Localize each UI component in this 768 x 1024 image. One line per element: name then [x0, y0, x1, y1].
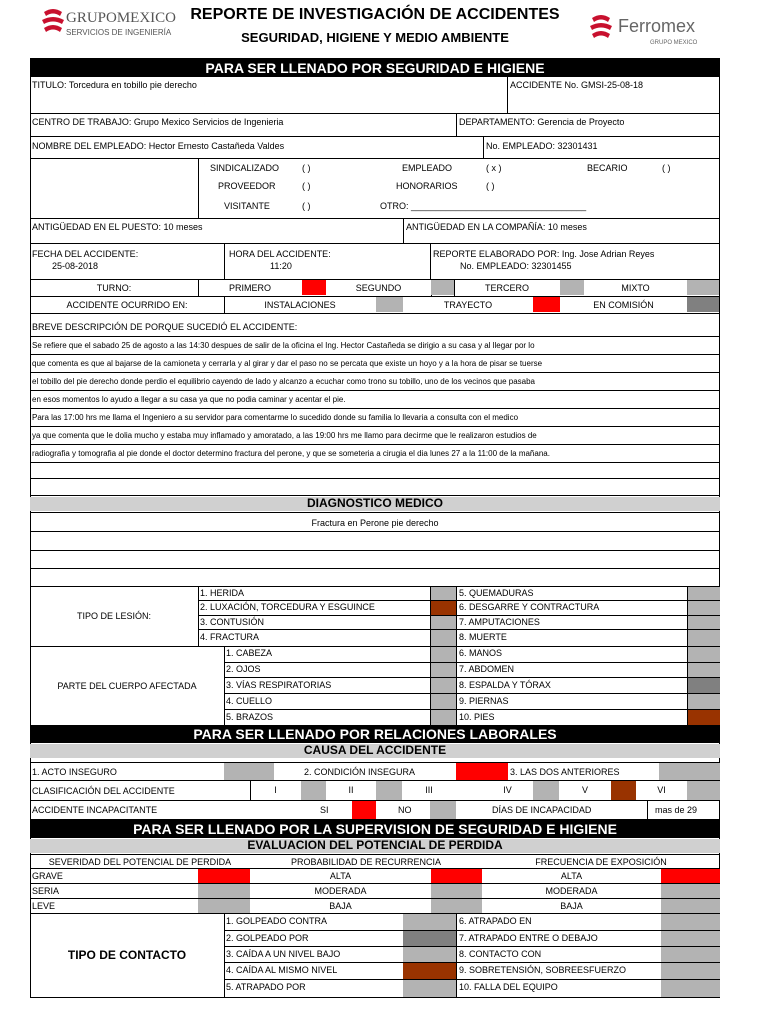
ferromex-emblem-icon [588, 14, 614, 44]
probabilidad-option: BAJA [329, 901, 352, 911]
probabilidad-alta-mark[interactable] [431, 869, 482, 883]
incapacitante-no-mark[interactable] [430, 801, 456, 819]
clase-option: VI [657, 785, 666, 795]
lesion-option: 2. LUXACIÓN, TORCEDURA Y ESGUINCE [200, 602, 375, 612]
proveedor-check[interactable]: ( ) [302, 181, 311, 191]
hora-label: HORA DEL ACCIDENTE: [229, 249, 331, 259]
cuerpo-option: 8. ESPALDA Y TÓRAX [459, 680, 551, 690]
otro-field[interactable]: OTRO: ___________________________________ [380, 201, 587, 211]
logo-right-main: Ferromex [618, 16, 696, 36]
dias-incapacidad-label: DÍAS DE INCAPACIDAD [492, 805, 592, 815]
cuerpo-option: 10. PIES [459, 712, 495, 722]
descripcion-line: Se refiere que el sabado 25 de agosto a las 14:30 despues de salir de la oficina el Ing. Hector Castañeda se dirigio a su casa y al llegar por lo [32, 341, 535, 350]
ocurrido-comision-mark[interactable] [687, 297, 719, 312]
departamento-field: DEPARTAMENTO: Gerencia de Proyecto [459, 117, 625, 127]
becario-check[interactable]: ( ) [662, 163, 671, 173]
probabilidad-header: PROBABILIDAD DE RECURRENCIA [290, 857, 442, 867]
contacto-option: 10. FALLA DEL EQUIPO [459, 982, 558, 992]
reporte-no-empleado: No. EMPLEADO: 32301455 [460, 261, 572, 271]
frecuencia-option: ALTA [560, 871, 583, 881]
fecha-label: FECHA DEL ACCIDENTE: [32, 249, 139, 259]
logo-left-main: GRUPOMEXICO [66, 10, 177, 26]
lesion-option: 8. MUERTE [459, 632, 507, 642]
frecuencia-option: MODERADA [545, 886, 598, 896]
tipo-lesion-label: TIPO DE LESIÓN: [76, 611, 152, 621]
cuerpo-option: 7. ABDOMEN [459, 664, 515, 674]
lesion-option: 7. AMPUTACIONES [459, 617, 540, 627]
lesion-option: 5. QUEMADURAS [459, 588, 534, 598]
severidad-option: SERIA [32, 886, 60, 896]
grupo-mexico-emblem-icon [40, 8, 66, 38]
turno-primero-label: PRIMERO [228, 283, 271, 293]
breve-descripcion-label: BREVE DESCRIPCIÓN DE PORQUE SUCEDIÓ EL ACCIDENTE: [32, 322, 298, 332]
nombre-empleado-field: NOMBRE DEL EMPLEADO: Hector Ernesto Castañeda Valdes [32, 141, 285, 151]
cuerpo-option: 6. MANOS [459, 648, 503, 658]
contacto-option: 5. ATRAPADO POR [226, 982, 306, 992]
frecuencia-option: BAJA [560, 901, 583, 911]
severidad-grave-mark[interactable] [198, 869, 250, 883]
page-title: REPORTE DE INVESTIGACIÓN DE ACCIDENTES [190, 6, 560, 23]
frecuencia-alta-mark[interactable] [661, 869, 720, 883]
contacto-option: 6. ATRAPADO EN [459, 916, 532, 926]
clase-v-mark[interactable] [611, 781, 636, 800]
parte-cuerpo-label: PARTE DEL CUERPO AFECTADA [57, 681, 197, 691]
incapacitante-label: ACCIDENTE INCAPACITANTE [32, 805, 158, 815]
cuerpo-option: 3. VÍAS RESPIRATORIAS [226, 680, 332, 690]
turno-tercero-mark[interactable] [560, 280, 584, 295]
contacto-option: 2. GOLPEADO POR [226, 933, 309, 943]
cuerpo-option: 5. BRAZOS [226, 712, 274, 722]
acto-inseguro-mark[interactable] [224, 763, 274, 780]
tipo-contacto-label: TIPO DE CONTACTO [67, 948, 187, 962]
section-seguridad-bar: PARA SER LLENADO POR SEGURIDAD E HIGIENE [30, 59, 720, 77]
proveedor-label: PROVEEDOR [218, 181, 276, 191]
empleado-check[interactable]: ( x ) [486, 163, 502, 173]
section-relaciones-bar: PARA SER LLENADO POR RELACIONES LABORALES [30, 725, 720, 743]
fecha-value: 25-08-2018 [52, 261, 99, 271]
severidad-header: SEVERIDAD DEL POTENCIAL DE PERDIDA [48, 857, 232, 867]
lesion-option: 3. CONTUSIÓN [200, 617, 265, 627]
contacto-option: 9. SOBRETENSIÓN, SOBREESFUERZO [459, 965, 627, 975]
severidad-option: LEVE [32, 901, 56, 911]
turno-mixto-mark[interactable] [687, 280, 719, 295]
condicion-insegura-label: 2. CONDICIÓN INSEGURA [304, 767, 416, 777]
sindicalizado-check[interactable]: ( ) [302, 163, 311, 173]
turno-segundo-mark[interactable] [431, 280, 454, 295]
condicion-insegura-mark[interactable] [456, 763, 508, 780]
centro-trabajo-field: CENTRO DE TRABAJO: Grupo Mexico Servicios de Ingenieria [32, 117, 284, 127]
clase-option: I [274, 785, 277, 795]
turno-segundo-label: SEGUNDO [355, 283, 402, 293]
reporte-elaborado-field: REPORTE ELABORADO POR: Ing. Jose Adrian Reyes [433, 249, 655, 259]
sindicalizado-label: SINDICALIZADO [210, 163, 280, 173]
turno-primero-mark[interactable] [302, 280, 326, 295]
contacto-caida-mismo-nivel-mark[interactable] [403, 963, 456, 979]
clase-option: III [425, 785, 433, 795]
frecuencia-header: FRECUENCIA DE EXPOSICIÓN [535, 857, 667, 867]
incapacitante-no-label: NO [398, 805, 412, 815]
ferromex-logo [588, 14, 728, 50]
descripcion-line: Para las 17:00 hrs me llama el Ingeniero a su servidor para comentarme lo sucedido donde su familia lo llevaria a consulta con el medico [32, 413, 519, 422]
lesion-option: 6. DESGARRE Y CONTRACTURA [459, 602, 600, 612]
turno-label: TURNO: [96, 283, 132, 293]
turno-tercero-label: TERCERO [484, 283, 529, 293]
no-empleado-field: No. EMPLEADO: 32301431 [486, 141, 598, 151]
probabilidad-option: ALTA [329, 871, 352, 881]
trayecto-label: TRAYECTO [443, 300, 493, 310]
lesion-option: 4. FRACTURA [200, 632, 260, 642]
causa-bar: CAUSA DEL ACCIDENTE [30, 744, 720, 758]
empleado-label: EMPLEADO [402, 163, 453, 173]
lesion-torcedura-mark[interactable] [431, 601, 456, 615]
logo-left-sub: SERVICIOS DE INGENIERÍA [66, 28, 172, 37]
hora-value: 11:20 [270, 261, 292, 271]
descripcion-line: en esos momentos lo ayudo a llegar a su casa ya que no podia caminar y acentar el pie. [32, 395, 346, 404]
page-subtitle: SEGURIDAD, HIGIENE Y MEDIO AMBIENTE [241, 30, 509, 45]
clase-option: V [581, 785, 588, 795]
incapacitante-si-label: SI [320, 805, 329, 815]
ocurrido-label: ACCIDENTE OCURRIDO EN: [66, 300, 188, 310]
lesion-option: 1. HERIDA [200, 588, 245, 598]
ocurrido-instalaciones-mark[interactable] [376, 297, 403, 312]
cuerpo-pies-mark[interactable] [688, 710, 720, 725]
contacto-option: 8. CONTACTO CON [459, 949, 542, 959]
titulo-field: TITULO: Torcedura en tobillo pie derecho [32, 80, 197, 90]
cuerpo-option: 4. CUELLO [226, 696, 273, 706]
clasificacion-label: CLASIFICACIÓN DEL ACCIDENTE [32, 786, 175, 796]
descripcion-line: radiografia y tomografia al pie donde el doctor determino fractura del perone, y que se someteria a cirugia el dia lunes 27 a la 11:00 de la mañana. [32, 449, 550, 458]
instalaciones-label: INSTALACIONES [264, 300, 336, 310]
contacto-option: 7. ATRAPADO ENTRE O DEBAJO [459, 933, 598, 943]
logo-right-sub: GRUPO MEXICO [650, 40, 698, 46]
diagnostico-bar: DIAGNOSTICO MEDICO [30, 497, 720, 511]
descripcion-line: ya que comenta que le dolia mucho y estaba muy inflamado y amoratado, a las 19:00 hrs me llamo para decirme que le realizaron estudios de [32, 431, 537, 440]
acto-inseguro-label: 1. ACTO INSEGURO [32, 767, 117, 777]
antiguedad-puesto-field: ANTIGÜEDAD EN EL PUESTO: 10 meses [32, 222, 203, 232]
diagnostico-value: Fractura en Perone pie derecho [311, 518, 439, 528]
contacto-option: 1. GOLPEADO CONTRA [226, 916, 328, 926]
visitante-label: VISITANTE [224, 201, 270, 211]
turno-mixto-label: MIXTO [621, 283, 650, 293]
contacto-option: 4. CAÍDA AL MISMO NIVEL [226, 965, 338, 975]
section-supervision-bar: PARA SER LLENADO POR LA SUPERVISION DE SEGURIDAD E HIGIENE [30, 820, 720, 838]
clase-option: IV [503, 785, 512, 795]
dias-incapacidad-value: mas de 29 [655, 805, 698, 815]
contacto-option: 3. CAÍDA A UN NIVEL BAJO [226, 949, 341, 959]
cuerpo-option: 2. OJOS [226, 664, 261, 674]
incapacitante-si-mark[interactable] [352, 801, 376, 819]
cuerpo-option: 1. CABEZA [226, 648, 273, 658]
severidad-option: GRAVE [32, 871, 63, 881]
comision-label: EN COMISIÓN [593, 300, 654, 310]
honorarios-label: HONORARIOS [396, 181, 458, 191]
probabilidad-option: MODERADA [314, 886, 367, 896]
ocurrido-trayecto-mark[interactable] [533, 297, 560, 312]
visitante-check[interactable]: ( ) [302, 201, 311, 211]
becario-label: BECARIO [587, 163, 628, 173]
ambas-label: 3. LAS DOS ANTERIORES [510, 767, 620, 777]
antiguedad-compania-field: ANTIGÜEDAD EN LA COMPAÑÍA: 10 meses [406, 222, 587, 232]
descripcion-line: el tobillo del pie derecho donde perdio el equilibrio cayendo de lado y alcanzo a ecuchar como trono su tobillo, uno de los vecinos que pasaba [32, 377, 536, 386]
evaluacion-bar: EVALUACION DEL POTENCIAL DE PERDIDA [30, 839, 720, 853]
accidente-no-field: ACCIDENTE No. GMSI-25-08-18 [510, 80, 644, 90]
honorarios-check[interactable]: ( ) [486, 181, 495, 191]
cuerpo-option: 9. PIERNAS [459, 696, 509, 706]
clase-option: II [348, 785, 354, 795]
ambas-mark[interactable] [659, 763, 720, 780]
descripcion-line: que comenta es que al bajarse de la camioneta y cerrarla y al girar y dar el paso no se percata que existe un hoyo y a la hora de pisar se tuerse [32, 359, 543, 368]
